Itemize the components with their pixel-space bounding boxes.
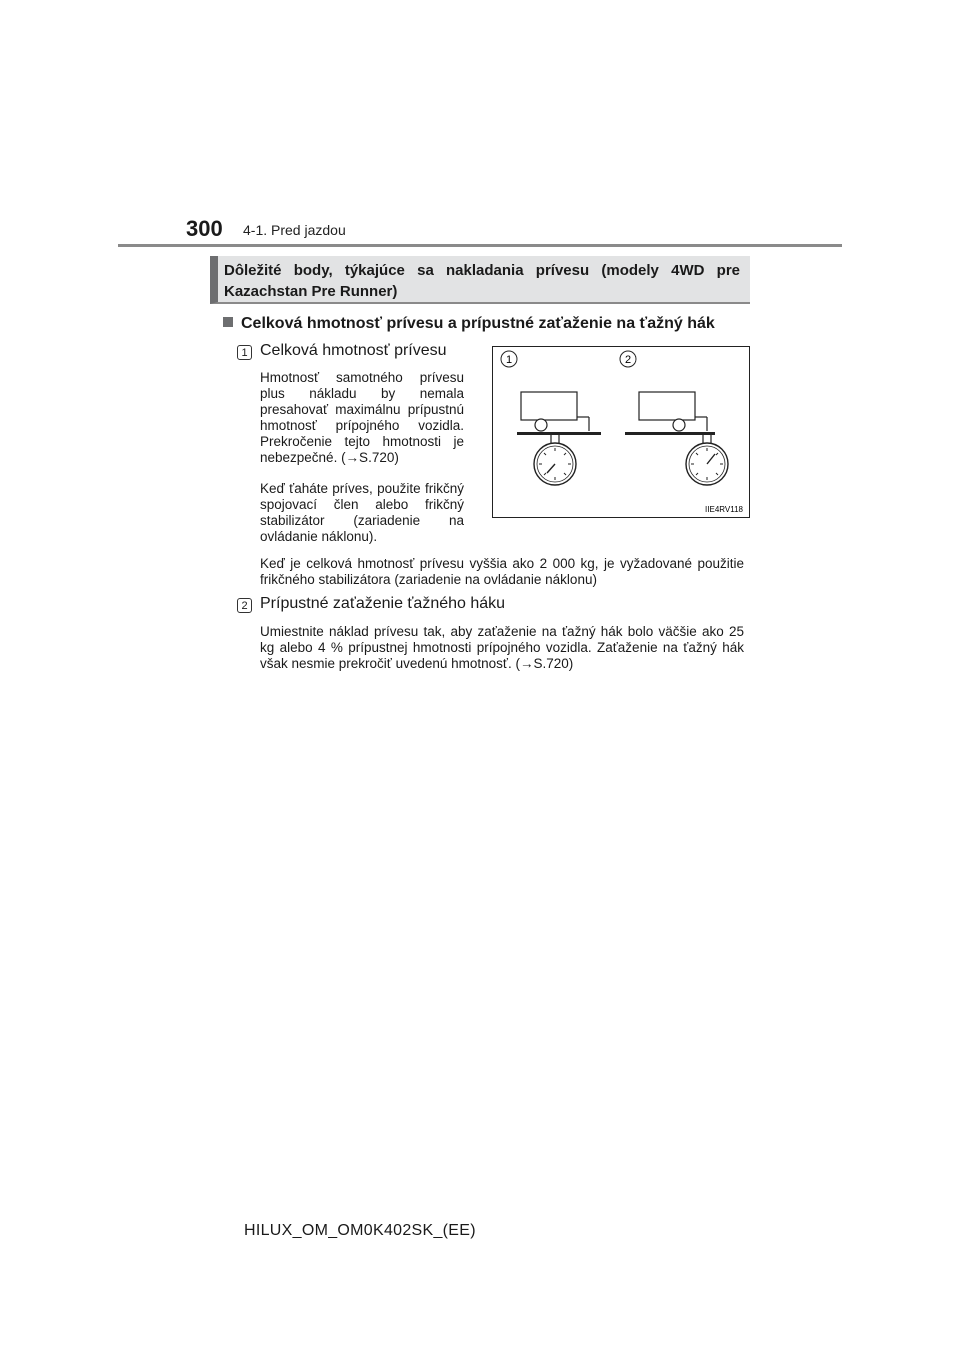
- item-paragraph: Keď je celková hmotnosť prívesu vyššia ako 2 000 kg, je vyžadované použitie frikčného stabilizátora (zariadenie na ovládanie náklonu): [260, 556, 744, 587]
- callout-2: [620, 351, 636, 367]
- callout-1: [501, 351, 517, 367]
- square-bullet-icon: [223, 317, 233, 327]
- section-title: 4-1. Pred jazdou: [243, 222, 346, 238]
- hitch-on-scale: [625, 392, 728, 485]
- callout-1-label: 1: [505, 354, 513, 366]
- item-title: Prípustné zaťaženie ťažného háku: [260, 595, 506, 612]
- page-number: 300: [186, 216, 223, 241]
- figure-code: IIE4RV118: [705, 505, 743, 514]
- topic-heading: Dôležité body, týkajúce sa nakladania prívesu (modely 4WD pre Kazachstan Pre Runner): [210, 256, 750, 304]
- item-number-badge: 1: [237, 345, 252, 360]
- trailer-on-scale: [517, 392, 601, 485]
- trailer-weight-figure: [492, 346, 750, 518]
- item-number-badge: 2: [237, 598, 252, 613]
- trailer-scale-diagram: [493, 347, 749, 517]
- header-divider: [118, 244, 842, 247]
- item-title: Celková hmotnosť prívesu: [260, 342, 447, 359]
- item-paragraph: Hmotnosť samotného prívesu plus nákladu by nemala presahovať maximálnu prípustnú hmotnosť prípojného vozidla. Prekročenie tejto hmotnosti je nebezpečné. (→S.720): [260, 370, 464, 465]
- callout-2-label: 2: [624, 354, 632, 366]
- item-paragraph: Umiestnite náklad prívesu tak, aby zaťaženie na ťažný hák bolo väčšie ako 25 kg alebo 4 % prípustnej hmotnosti prípojného vozidla. Zaťaženie na ťažný hák však nesmie prekročiť uvedenú hmotnosť. (→S.720): [260, 624, 744, 671]
- subheading-text: Celková hmotnosť prívesu a prípustné zaťaženie na ťažný hák: [241, 315, 715, 332]
- item-paragraph: Keď ťaháte príves, použite frikčný spojovací člen alebo frikčný stabilizátor (zariadenie na ovládanie náklonu).: [260, 481, 464, 544]
- document-footer: HILUX_OM_OM0K402SK_(EE): [244, 1222, 476, 1239]
- subheading: [223, 315, 715, 333]
